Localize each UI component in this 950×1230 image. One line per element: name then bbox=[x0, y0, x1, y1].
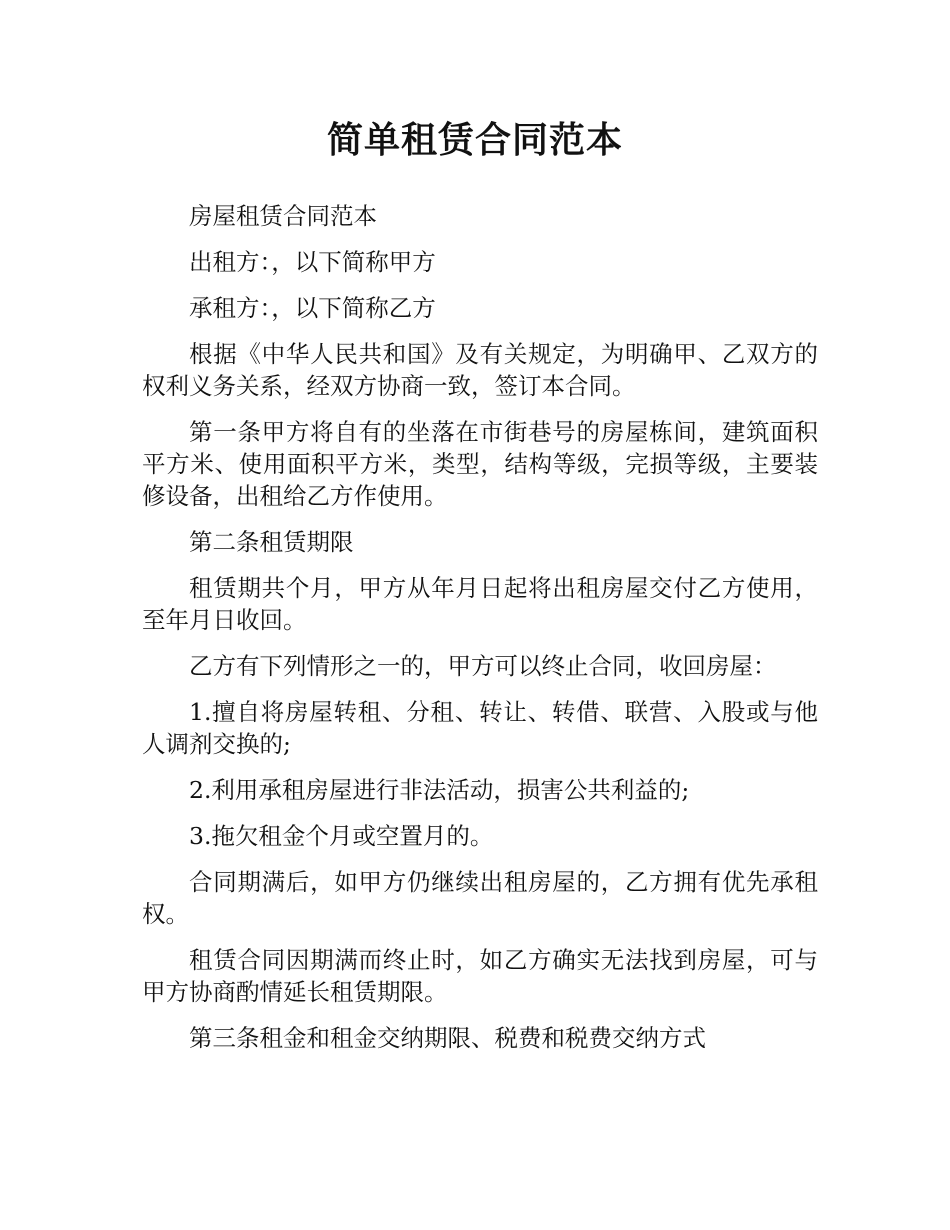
paragraph-termination-item-3: 3.拖欠租金个月或空置月的。 bbox=[189, 822, 494, 850]
paragraph-termination-intro: 乙方有下列情形之一的，甲方可以终止合同，收回房屋： bbox=[189, 652, 777, 680]
document-title: 简单租赁合同范本 bbox=[326, 120, 623, 161]
paragraph-lease-term: 租赁期共个月，甲方从年月日起将出租房屋交付乙方使用，至年月日收回。 bbox=[142, 574, 818, 634]
document-body bbox=[142, 200, 818, 1068]
paragraph-article-2-heading: 第二条租赁期限 bbox=[189, 528, 354, 556]
paragraph-extension: 租赁合同因期满而终止时，如乙方确实无法找到房屋，可与甲方协商酌情延长租赁期限。 bbox=[142, 946, 818, 1006]
paragraph-lessee: 承租方：，以下简称乙方 bbox=[189, 294, 436, 322]
paragraph-priority-right: 合同期满后，如甲方仍继续出租房屋的，乙方拥有优先承租权。 bbox=[142, 868, 818, 928]
paragraph-contract-name: 房屋租赁合同范本 bbox=[189, 202, 377, 230]
paragraph-termination-item-1: 1.擅自将房屋转租、分租、转让、转借、联营、入股或与他人调剂交换的; bbox=[142, 698, 818, 758]
paragraph-article-1: 第一条甲方将自有的坐落在市街巷号的房屋栋间，建筑面积平方米、使用面积平方米，类型，结构等级，完损等级，主要装修设备，出租给乙方作使用。 bbox=[142, 418, 818, 510]
paragraph-preamble: 根据《中华人民共和国》及有关规定，为明确甲、乙双方的权利义务关系，经双方协商一致，签订本合同。 bbox=[142, 340, 818, 400]
paragraph-lessor: 出租方：，以下简称甲方 bbox=[189, 248, 436, 276]
paragraph-article-3-heading: 第三条租金和租金交纳期限、税费和税费交纳方式 bbox=[189, 1024, 706, 1052]
paragraph-termination-item-2: 2.利用承租房屋进行非法活动，损害公共利益的; bbox=[189, 776, 690, 804]
